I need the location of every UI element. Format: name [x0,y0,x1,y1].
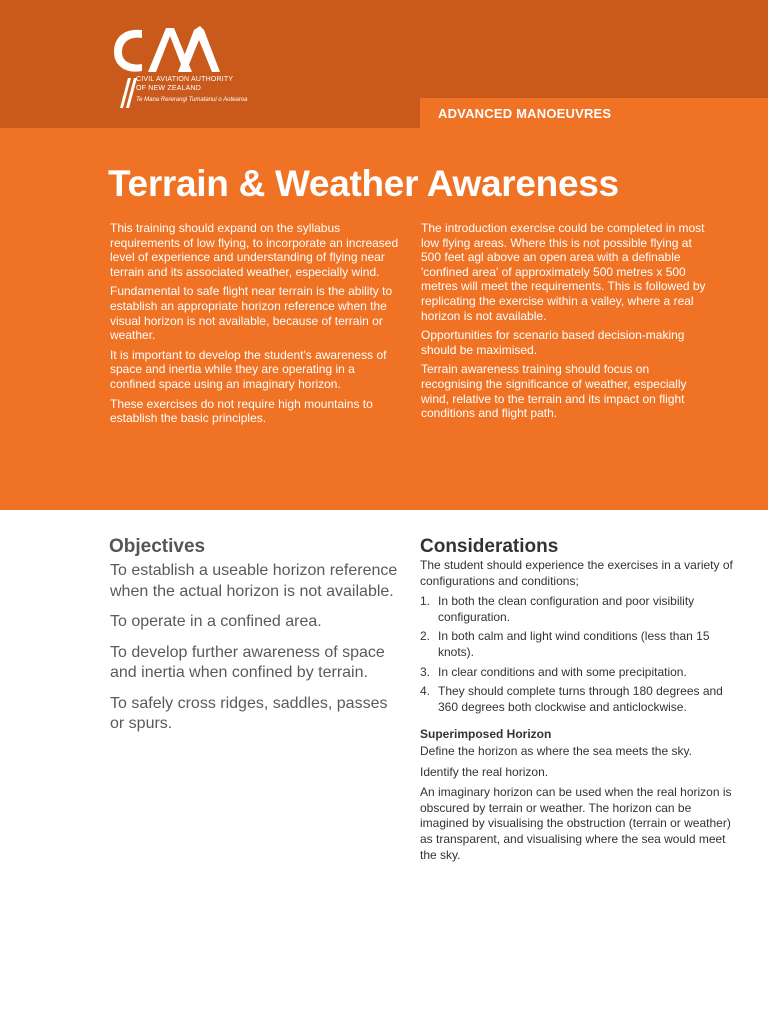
list-item [420,684,740,715]
considerations-heading: Considerations [420,536,559,557]
objective-item: To operate in a confined area. [110,613,322,630]
horizon-paragraph: Define the horizon as where the sea meets the sky. [420,743,692,758]
intro-column-right [421,221,711,426]
objective-item: To develop further awareness of space and inertia when confined by terrain. [110,643,385,681]
list-item-number: 4. [420,684,431,699]
considerations-section [420,558,740,868]
intro-paragraph: Opportunities for scenario based decision-making should be maximised. [421,328,685,357]
intro-paragraph: This training should expand on the syllabus requirements of low flying, to incorporate an increased level of experience and understanding of flying near terrain and its associated weather, especially wind. [110,221,399,279]
logo-text-country: OF NEW ZEALAND [136,85,202,92]
list-item-text: In both calm and light wind conditions (less than 15 knots). [438,629,710,659]
objective-item: To safely cross ridges, saddles, passes or spurs. [110,694,388,732]
intro-column-left [110,221,400,431]
horizon-paragraph: An imaginary horizon can be used when the real horizon is obscured by terrain or weather. The horizon can be imagined by visualising the obstruction (terrain or weather) as transparent, and visualising where the sea would meet the sky. [420,785,732,862]
considerations-intro: The student should experience the exercises in a variety of configurations and conditions; [420,558,733,588]
list-item [420,665,740,681]
logo-text-authority: CIVIL AVIATION AUTHORITY [136,76,234,83]
intro-paragraph: Terrain awareness training should focus on recognising the significance of weather, especially wind, relative to the terrain and its impact on flight conditions and flight path. [421,362,687,421]
intro-paragraph: Fundamental to safe flight near terrain is the ability to establish an appropriate horizon reference when the visual horizon is not available, because of terrain or weather. [110,284,393,343]
logo-text-maori: Te Mana Rererangi Tumatanui o Aotearoa [136,97,248,103]
section-label: ADVANCED MANOEUVRES [438,106,612,121]
list-item-number: 3. [420,664,431,679]
list-item-number: 2. [420,629,431,644]
page-title: Terrain & Weather Awareness [108,163,619,204]
intro-paragraph: The introduction exercise could be completed in most low flying areas. Where this is not possible flying at 500 feet agl above an open area with a definable 'confined area' of approximately 500 metres x 500 metres will meet the requirements. This is followed by replicating the exercise within a valley, where a real horizon is not available. [421,221,706,323]
considerations-list [420,594,740,715]
list-item [420,629,740,660]
intro-paragraph: These exercises do not require high mountains to establish the basic principles. [110,396,373,426]
objective-item: To establish a useable horizon reference when the actual horizon is not available. [110,562,398,600]
list-item-text: In both the clean configuration and poor visibility configuration. [438,594,695,624]
intro-paragraph: It is important to develop the student's awareness of space and inertia while they are operating in a confined space using an imaginary horizon. [110,347,387,391]
superimposed-horizon-heading: Superimposed Horizon [420,727,552,742]
list-item-text: They should complete turns through 180 degrees and 360 degrees both clockwise and anticlockwise. [438,684,723,714]
list-item [420,594,740,625]
objectives-heading: Objectives [109,536,206,557]
list-item-number: 1. [420,594,431,609]
list-item-text: In clear conditions and with some precipitation. [438,664,687,679]
horizon-paragraph: Identify the real horizon. [420,764,549,779]
objectives-list [110,561,400,745]
